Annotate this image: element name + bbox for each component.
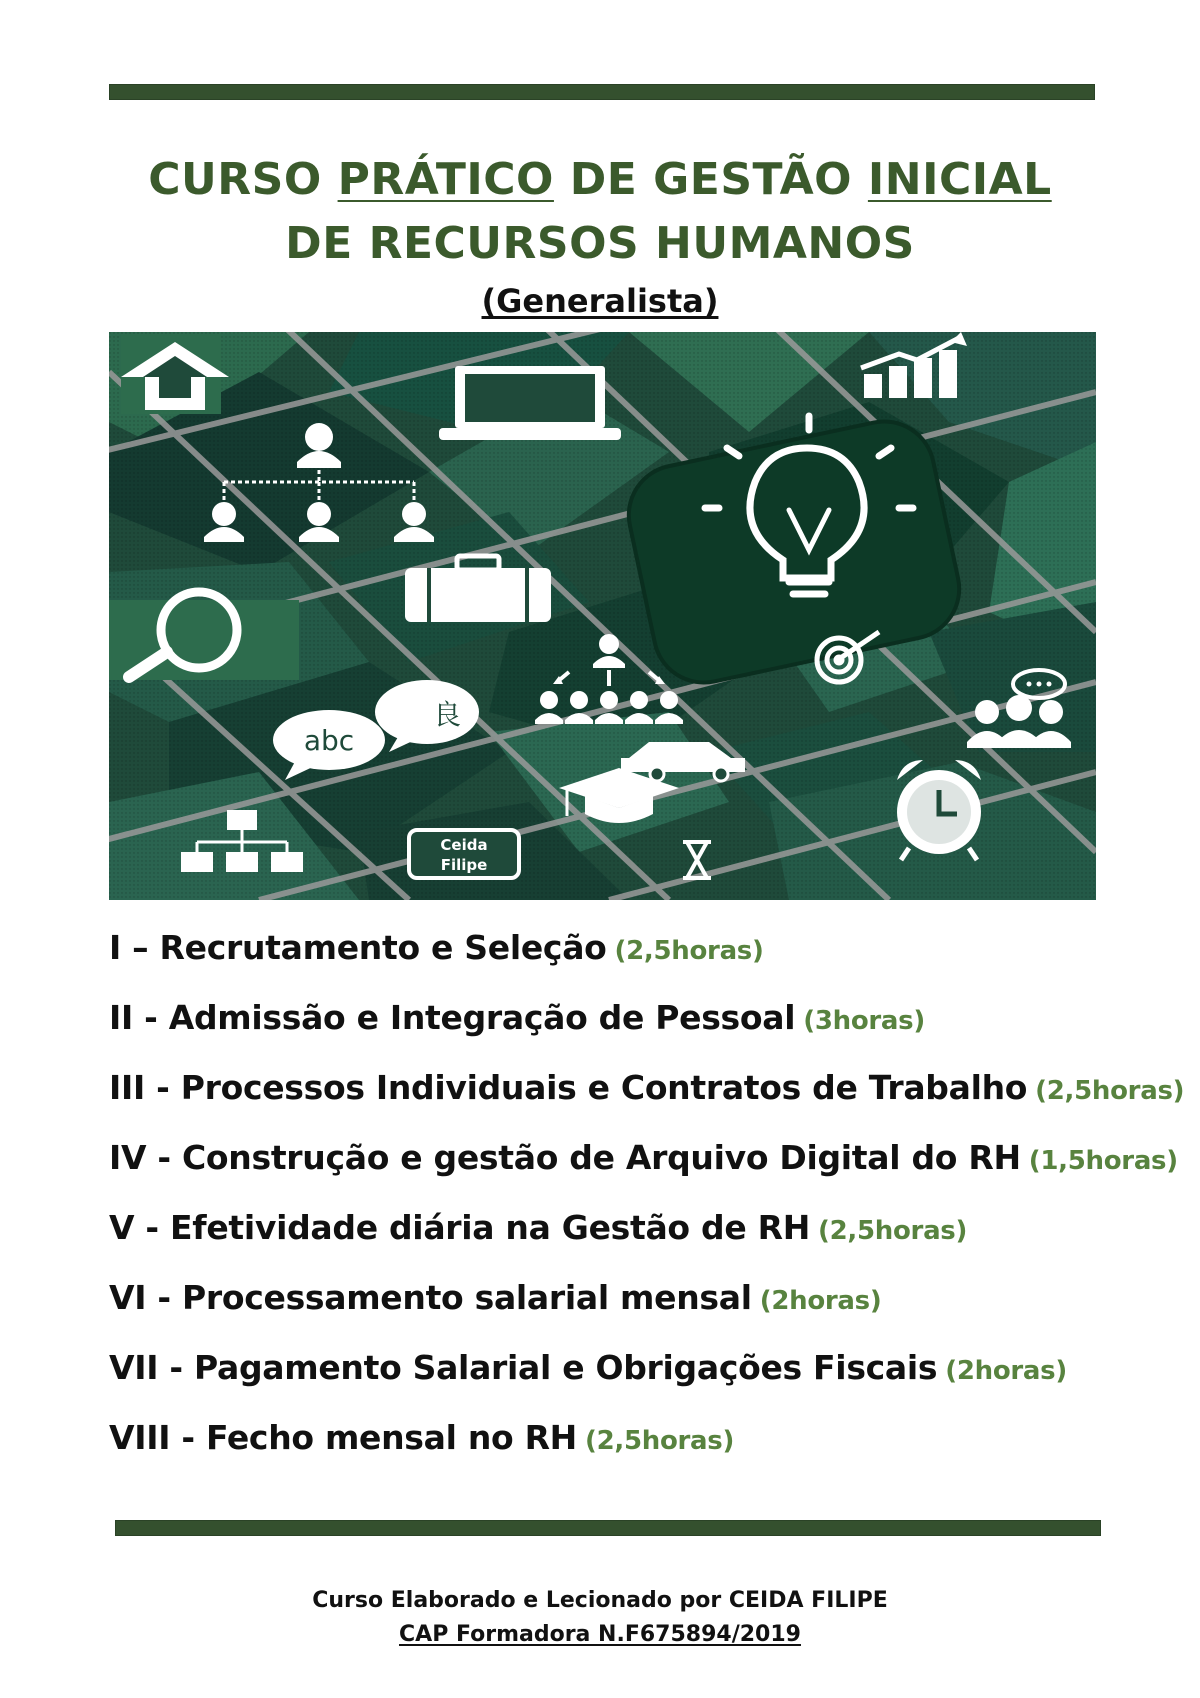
module-item: VIII - Fecho mensal no RH (2,5horas) (109, 1418, 735, 1457)
module-item: III - Processos Individuais e Contratos de Trabalho (2,5horas) (109, 1068, 1185, 1107)
module-hours: (2,5horas) (585, 1426, 735, 1456)
module-item: IV - Construção e gestão de Arquivo Digital do RH (1,5horas) (109, 1138, 1178, 1177)
module-hours: (2horas) (945, 1356, 1067, 1386)
module-item: VII - Pagamento Salarial e Obrigações Fiscais (2horas) (109, 1348, 1067, 1387)
page-title-line-1: CURSO PRÁTICO DE GESTÃO INICIAL (148, 154, 1052, 205)
badge-line-2: Filipe (440, 856, 488, 874)
laptop-icon (439, 366, 621, 440)
magnifier-icon (109, 592, 299, 680)
module-item: VI - Processamento salarial mensal (2horas) (109, 1278, 882, 1317)
author-badge (409, 830, 519, 878)
module-hours: (2,5horas) (1035, 1076, 1185, 1106)
page-title-line-2: DE RECURSOS HUMANOS (285, 218, 915, 269)
module-item: I – Recrutamento e Seleção (2,5horas) (109, 928, 764, 967)
module-item: V - Efetividade diária na Gestão de RH (2,5horas) (109, 1208, 968, 1247)
bottom-divider-bar (115, 1520, 1101, 1536)
abc-label: abc (303, 724, 355, 757)
hero-illustration (109, 332, 1096, 900)
module-hours: (2horas) (759, 1286, 882, 1316)
module-item: II - Admissão e Integração de Pessoal (3horas) (109, 998, 925, 1037)
upload-arrow-icon (121, 334, 229, 414)
badge-line-1: Ceida (440, 836, 488, 854)
title-underlined-word: PRÁTICO (337, 154, 554, 205)
title-underlined-word: INICIAL (867, 154, 1052, 205)
module-hours: (2,5horas) (614, 936, 764, 966)
top-divider-bar (109, 84, 1095, 100)
page-subtitle: (Generalista) (481, 282, 719, 320)
kanji-label: 良 (432, 698, 462, 731)
footer-certification: CAP Formadora N.F675894/2019 (399, 1622, 801, 1647)
module-hours: (1,5horas) (1028, 1146, 1178, 1176)
footer-author: Curso Elaborado e Lecionado por CEIDA FILIPE (312, 1588, 888, 1613)
course-modules-list (109, 918, 1185, 1478)
hr-icons-mosaic (109, 332, 1096, 900)
module-hours: (2,5horas) (818, 1216, 968, 1246)
module-hours: (3horas) (803, 1006, 925, 1036)
